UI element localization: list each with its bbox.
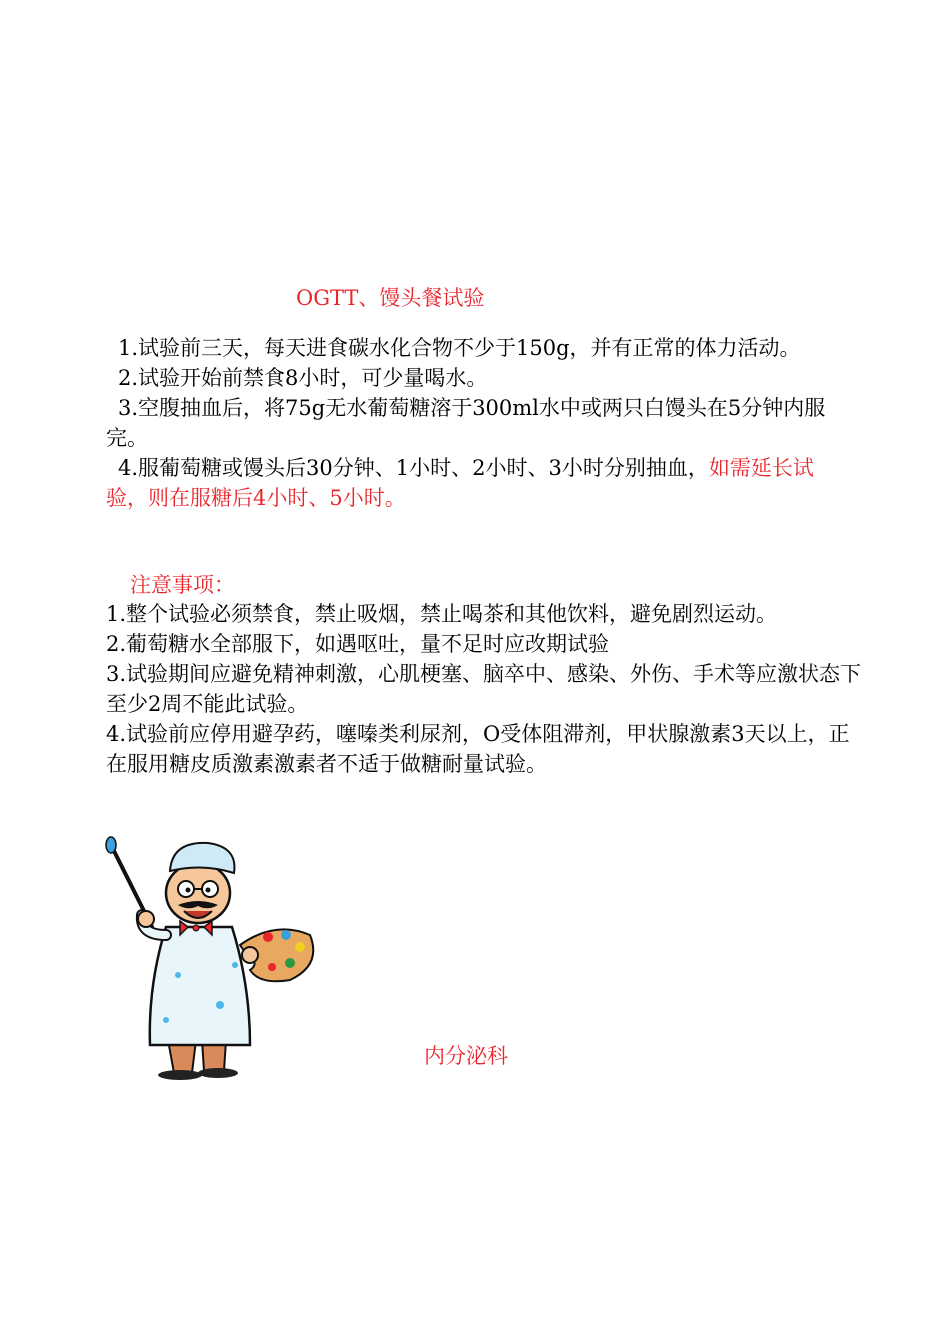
step-3: 3.空腹抽血后，将75g无水葡萄糖溶于300ml水中或两只白馒头在5分钟内服完。 bbox=[106, 396, 826, 450]
notes-heading: 注意事项： bbox=[130, 573, 235, 597]
department-label: 内分泌科 bbox=[424, 1044, 508, 1068]
step-2: 2.试验开始前禁食8小时，可少量喝水。 bbox=[118, 366, 488, 390]
procedure-steps bbox=[106, 333, 854, 513]
note-4: 4.试验前应停用避孕药，噻嗪类利尿剂，O受体阻滞剂，甲状腺激素3天以上，正在服用糖皮质激素激素者不适于做糖耐量试验。 bbox=[106, 722, 850, 776]
note-1: 1.整个试验必须禁食，禁止吸烟，禁止喝茶和其他饮料，避免剧烈运动。 bbox=[106, 602, 778, 626]
note-2: 2.葡萄糖水全部服下，如遇呕吐，量不足时应改期试验 bbox=[106, 632, 610, 656]
step-1: 1.试验前三天，每天进食碳水化合物不少于150g，并有正常的体力活动。 bbox=[118, 336, 801, 360]
painter-scientist-icon bbox=[100, 835, 325, 1080]
step-4-extension-note: 如需延长试验，则在服糖后4小时、5小时。 bbox=[106, 456, 814, 510]
step-4-text: 4.服葡萄糖或馒头后30分钟、1小时、2小时、3小时分别抽血， bbox=[118, 456, 709, 480]
notes-list bbox=[106, 599, 866, 779]
document-title: OGTT、馒头餐试验 bbox=[296, 286, 485, 310]
step-4 bbox=[106, 453, 854, 513]
note-3: 3.试验期间应避免精神刺激，心肌梗塞、脑卒中、感染、外伤、手术等应激状态下至少2周不能此试验。 bbox=[106, 662, 862, 716]
